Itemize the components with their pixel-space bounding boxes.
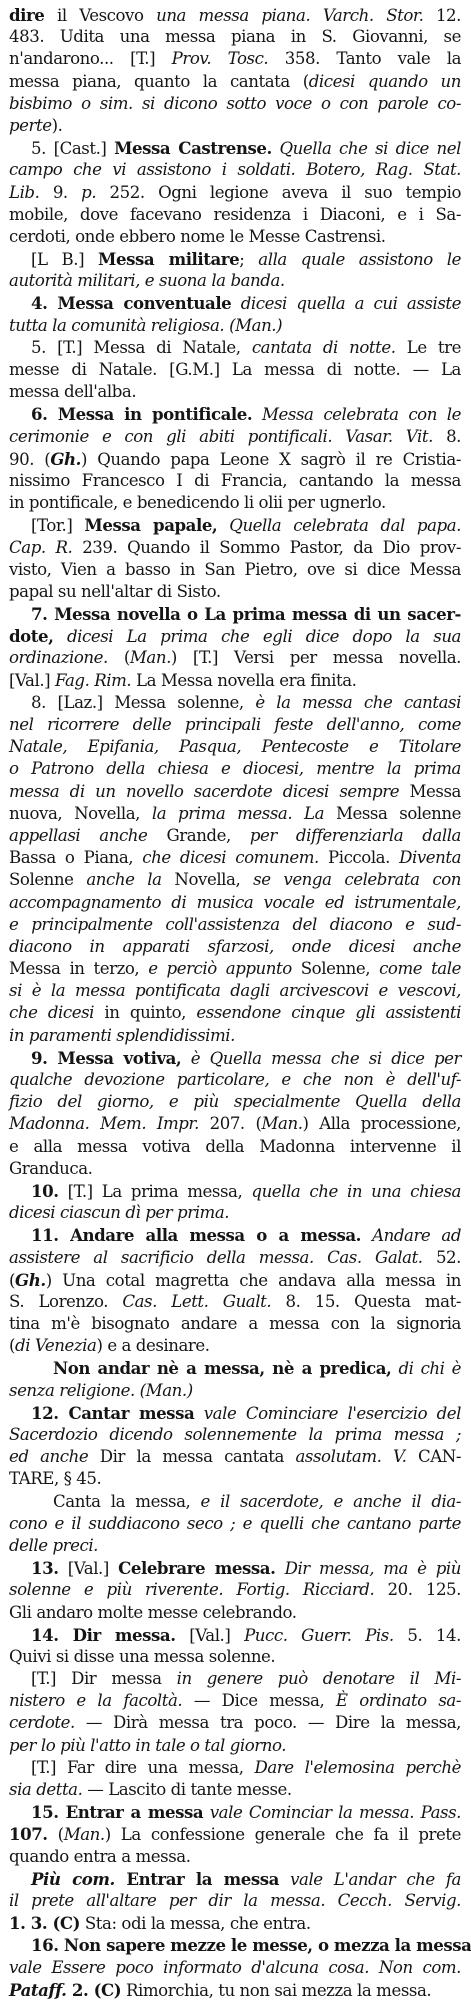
text-line [9, 1579, 461, 1601]
text-run: che dicesi [9, 1003, 95, 1023]
text-run: Canta la messa, [53, 1491, 201, 1511]
text-line [9, 514, 461, 536]
text-line [9, 1136, 461, 1158]
text-line [9, 736, 461, 758]
text-run: La Messa novella era finita. [131, 670, 357, 690]
text-run: [Val.] [58, 1559, 119, 1579]
text-run: ) Una cotal magretta che andava alla messa in [45, 1270, 461, 1290]
text-line [9, 1557, 461, 1579]
text-run: anche la [86, 870, 162, 890]
text-run: e il sacerdote, e anche il dia- [200, 1491, 461, 1511]
text-run: Quella celebrata dal papa. [217, 516, 461, 536]
text-run: Cas. Lett. Gualt. [122, 1291, 272, 1311]
text-line [9, 1002, 461, 1024]
text-run: solenne e più riverente. Fortig. Ricciard. [9, 1580, 375, 1600]
text-run: vale Essere poco informato d'alcuna cosa. Non com. [9, 1957, 461, 1977]
text-line [9, 1313, 461, 1335]
text-line [9, 1823, 461, 1845]
text-run: mobile, dove facevano residenza i Diaconi, e i Sa- [9, 204, 461, 224]
text-run: è la messa che cantasi [255, 692, 461, 712]
text-run: per lo più l'atto in tale o tal giorno. [9, 1735, 287, 1755]
text-line [9, 470, 461, 492]
text-run: 6. Messa in pontificale. [31, 404, 253, 425]
text-run: Bassa o Piana, [9, 848, 143, 868]
text-line [9, 1957, 461, 1979]
text-line [9, 1380, 461, 1402]
text-line [9, 226, 461, 248]
text-run: nistero e la facoltà. [9, 1691, 183, 1711]
text-run: messe di Natale. [G.M.] La messa di notte. — La [9, 360, 461, 379]
text-line [9, 625, 461, 647]
text-run: [T.] La prima messa, [58, 1181, 252, 1201]
text-run: dicesi ciascun dì per prima. [9, 1203, 230, 1223]
text-run: — Dirà messa tra poco. — Dire la messa, [74, 1713, 461, 1733]
text-run: Pucc. Guerr. Pis. [244, 1625, 394, 1645]
text-run: È ordinato sa- [335, 1691, 462, 1711]
text-run: perte [9, 115, 52, 135]
text-run: dote, [9, 626, 54, 647]
text-run: 7. Messa novella o La prima messa di un sacer- [31, 604, 461, 625]
text-run: [Val.] [9, 670, 56, 690]
text-run: bisbimo o sim. si dicono sotto voce o con parole co- [9, 93, 461, 113]
text-run: Prov. Tosc. [171, 49, 269, 69]
text-line [9, 1402, 461, 1424]
text-run: Le tre [395, 337, 461, 357]
text-run: visto, Vien a basso in San Pietro, ove si dice Messa [9, 559, 461, 579]
text-run: campo che vi assistono i soldati. Botero, Rag. Stat. [9, 160, 461, 180]
text-run: 10. [31, 1180, 59, 1201]
text-run: Messa celebrata con le [252, 405, 461, 425]
text-line [9, 1757, 461, 1779]
text-run: 358. Tanto vale la [268, 49, 462, 69]
text-run: Messa [399, 781, 461, 801]
text-run: Quivi si disse una messa solenne. [9, 1646, 276, 1666]
text-run: fizio del giorno, e più specialmente Quella della [9, 1092, 461, 1112]
text-line [9, 182, 461, 204]
text-run: che dicesi comunem. [142, 848, 319, 868]
text-line [9, 292, 461, 314]
text-line [9, 1779, 461, 1801]
text-line [9, 603, 461, 625]
text-run: ) La confessione generale che fa il prete [104, 1825, 461, 1845]
text-run: Man. [261, 1114, 303, 1134]
text-line [9, 1801, 461, 1823]
text-run: p. [81, 182, 97, 202]
text-run: 4. Messa conventuale [31, 293, 232, 314]
text-run: delle preci. [9, 1535, 99, 1555]
text-run: in pontificale, e benedicendo li olii per ugnerlo. [9, 493, 386, 513]
text-run: accompagnamento di musica vocale ed istrumentale, [9, 892, 461, 912]
text-run: diacono in apparati sfarzosi, onde dicesi anche [9, 936, 461, 956]
text-line [9, 159, 461, 181]
text-run: Dare l'elemosina perchè [254, 1757, 461, 1777]
text-run: se venga celebrata con [253, 870, 461, 890]
text-line [9, 448, 461, 470]
text-run: — Lascito di tante messe. [82, 1780, 292, 1799]
text-run: cono e il suddiacono seco ; e quelli che cantano parte [9, 1513, 461, 1533]
text-run: è Quella messa che si dice per [181, 1048, 461, 1068]
text-line [9, 1202, 461, 1224]
text-run: ) Quando papa Leone X sagrò il re Cristia- [80, 449, 462, 469]
text-line [9, 1269, 461, 1291]
text-run: 9. [39, 182, 82, 202]
text-line [9, 758, 461, 780]
text-run: Gh. [15, 1269, 46, 1290]
text-line [9, 1158, 461, 1180]
text-line [9, 1025, 461, 1047]
text-line [9, 337, 461, 359]
text-run: 90. ( [9, 449, 51, 469]
text-run: Messa Castrense. [114, 138, 272, 159]
text-line [9, 1069, 461, 1091]
text-run: ( [9, 1270, 16, 1290]
text-run: messa di un novello sacerdote dicesi sempre [9, 781, 400, 801]
text-run: Solenne [9, 870, 87, 890]
text-line [9, 980, 461, 1002]
text-line [9, 714, 461, 736]
text-line [9, 692, 461, 714]
text-run: 239. Quando il Sommo Pastor, da Dio prov- [72, 537, 461, 557]
text-line [9, 803, 461, 825]
text-run: 8. 15. Questa mat- [271, 1291, 461, 1311]
text-run: ) [T.] Versi per messa novella. [170, 648, 461, 668]
text-run: Più com. [31, 1868, 115, 1889]
text-line [9, 270, 461, 292]
text-run: 13. [31, 1558, 59, 1579]
text-line [9, 670, 461, 692]
text-run: 16. Non sapere mezze le messe, o mezza la messa [31, 1935, 471, 1956]
text-line [9, 1690, 461, 1712]
text-line [9, 825, 461, 847]
text-run: S. Lorenzo. [9, 1291, 123, 1311]
text-line [9, 847, 461, 869]
text-line [9, 559, 461, 581]
text-run: Novella, [161, 870, 254, 890]
text-run: [T.] Far dire una messa, [31, 1757, 255, 1777]
text-line [9, 1113, 461, 1135]
text-run: 12. Cantar messa [31, 1402, 195, 1423]
text-run: di chi è [391, 1359, 462, 1379]
text-line [9, 1602, 461, 1624]
text-line [9, 26, 461, 48]
text-run: in genere può denotare il Mi- [176, 1669, 462, 1689]
text-run: assistere al sacrificio della messa. Cas. Galat. [9, 1247, 423, 1267]
text-line [9, 869, 461, 891]
text-run: Entrar la messa [114, 1868, 279, 1889]
text-run: nissimo Francesco I di Francia, cantando la messa [9, 470, 461, 490]
text-run: 483. Udita una messa piana in S. Giovanni, se [9, 27, 461, 47]
text-run: e alla messa votiva della Madonna intervenne il [9, 1136, 461, 1156]
text-run: ( [107, 648, 130, 668]
text-line [9, 4, 461, 26]
text-line [9, 403, 461, 425]
text-run: sia detta. [9, 1780, 83, 1799]
text-line [9, 137, 461, 159]
text-run: 8. [Laz.] Messa solenne, [31, 692, 256, 712]
text-run: CAN- [406, 1447, 461, 1467]
text-line [9, 914, 461, 936]
text-run: nuova, Novella, [9, 803, 152, 823]
text-line [9, 315, 461, 337]
text-run: Fag. Rim. [55, 670, 132, 690]
text-run: [Val.] [175, 1625, 245, 1645]
text-run: 5. 14. [393, 1625, 461, 1645]
text-line [9, 1291, 461, 1313]
text-line [9, 1491, 461, 1513]
text-line [9, 1624, 461, 1646]
text-line [9, 1335, 461, 1357]
text-line [9, 381, 461, 403]
text-line [9, 1446, 461, 1468]
text-run: 15. Entrar a messa [31, 1802, 204, 1823]
text-line [9, 1735, 461, 1757]
text-run: 20. 125. [374, 1580, 461, 1600]
text-run: 107. [9, 1824, 48, 1845]
text-run: messa piana, quanto la cantata ( [9, 71, 309, 91]
text-run: tina m'è bisognato andare a messa con la signoria [9, 1314, 461, 1334]
text-run: 9. Messa votiva, [31, 1047, 182, 1068]
text-line [9, 581, 461, 603]
text-run: 12. [423, 6, 461, 25]
text-line [9, 1535, 461, 1557]
text-run: essendone cinque gli assistenti [196, 1003, 462, 1023]
text-run: Man. [129, 648, 171, 668]
text-run: [Tor.] [31, 516, 85, 536]
text-run: una messa piana. Varch. Stor. [156, 6, 424, 25]
text-run: 8. [432, 426, 462, 446]
text-line [9, 1934, 471, 1956]
text-run: per differenziarla dalla [249, 825, 461, 845]
text-run: Andare ad [361, 1226, 461, 1246]
text-run: cerdoti, onde ebbero nome le Messe Castrensi. [9, 226, 386, 246]
text-run: Pataff. [9, 1979, 67, 2000]
text-run: vale Cominciar la messa. Pass. [203, 1803, 461, 1823]
text-run: ) e a desinare. [96, 1336, 210, 1356]
text-run: ( [9, 1336, 16, 1356]
text-line [9, 93, 461, 115]
text-run: Sacerdozio dicendo solennemente la prima messa ; [9, 1425, 461, 1444]
text-run: ed anche [9, 1447, 89, 1467]
text-run: dicesi La prima che egli dice dopo la sua [53, 627, 461, 647]
text-run: Gli andaro molte messe celebrando. [9, 1602, 297, 1622]
text-line [9, 1646, 461, 1668]
text-line [9, 647, 461, 669]
text-run: Quella che si dice nel [271, 139, 462, 159]
text-run: Messa papale, [84, 515, 218, 536]
text-run: Piccola. [318, 848, 400, 868]
text-run: tutta la comunità religiosa. (Man.) [9, 315, 283, 335]
text-run: 5. [T.] Messa di Natale, [31, 337, 252, 357]
text-run: ordinazione. [9, 648, 108, 668]
text-run: cerdote. [9, 1713, 75, 1733]
text-line [9, 537, 461, 559]
text-run: — Dice messa, [182, 1691, 336, 1711]
text-line [9, 781, 461, 803]
text-run: come tale [379, 959, 461, 979]
text-line [9, 1513, 461, 1535]
text-run: 11. Andare alla messa o a messa. [31, 1225, 361, 1246]
text-run: ) Alla processione, [302, 1114, 462, 1134]
text-run: cerimonie e con gli abiti pontificali. Vasar. Vit. [9, 426, 433, 446]
text-run: 1. 3. (C) [9, 1913, 81, 1934]
text-line [9, 71, 461, 93]
text-run: Cap. R. [9, 537, 73, 557]
text-run: messa dell'alba. [9, 382, 137, 402]
text-line [9, 115, 461, 137]
text-run: Dir messa, ma è più [275, 1559, 461, 1579]
text-run: Granduca. [9, 1158, 93, 1178]
text-run: 14. Dir messa. [31, 1624, 176, 1645]
text-run: Diventa [399, 848, 462, 868]
text-run: 52. [422, 1247, 461, 1267]
text-run: Celebrare messa. [118, 1558, 276, 1579]
text-run: Gh. [50, 448, 81, 469]
text-run: vale L'andar che fa [278, 1869, 462, 1889]
text-run: Non andar nè a messa, nè a predica, [53, 1358, 392, 1379]
text-run: dire [9, 5, 45, 25]
text-run: quella che in una chiesa [251, 1181, 462, 1201]
text-line [9, 1846, 461, 1868]
text-line [9, 1468, 461, 1490]
text-line [9, 48, 461, 70]
text-run: Man. [63, 1825, 105, 1845]
text-run: Dir la messa cantata [88, 1447, 296, 1467]
text-run: senza religione. (Man.) [9, 1380, 193, 1400]
text-run: 207. ( [198, 1114, 262, 1134]
text-run: qualche devozione particolare, e che non è dell'uf- [9, 1070, 461, 1089]
text-run: Solenne, [291, 959, 380, 979]
text-run: Messa in terzo, [9, 959, 149, 979]
text-run: in paramenti splendidissimi. [9, 1025, 235, 1045]
text-run: TARE, § 45. [9, 1469, 102, 1489]
text-run: 2. (C) [66, 1979, 122, 2000]
text-line [9, 1668, 461, 1690]
text-line [9, 1912, 461, 1934]
text-run: si è la messa pontificata dagli arcivescovi e vescovi, [9, 981, 461, 1001]
text-line [9, 892, 461, 914]
text-line [9, 1868, 461, 1890]
text-line [9, 1890, 461, 1912]
text-run: autorità militari, e suona la banda. [9, 271, 285, 291]
text-run: appellasi anche [9, 825, 148, 845]
text-run: 5. [Cast.] [31, 139, 115, 159]
text-line [9, 936, 461, 958]
text-line [9, 426, 461, 448]
text-run: il Vescovo [44, 6, 157, 25]
text-run: e principalmente coll'assistenza del diacono e sud- [9, 914, 461, 934]
text-line [9, 1180, 461, 1202]
text-line [9, 1091, 461, 1113]
text-run: quando entra a messa. [9, 1846, 191, 1866]
text-run: nel ricorrere delle principali feste dell'anno, come [9, 715, 461, 734]
text-line [9, 204, 461, 226]
text-run: ( [47, 1825, 64, 1845]
text-line [9, 492, 461, 514]
text-run: Rimorchia, tu non sai mezza la messa. [121, 1980, 432, 2000]
text-line [9, 1424, 461, 1446]
text-line [9, 958, 461, 980]
text-run: Lib. [9, 182, 40, 202]
text-run: in quinto, [94, 1003, 197, 1023]
text-run: di Venezia [15, 1336, 97, 1356]
text-run: cantata di notte. [251, 337, 396, 357]
text-run: Grande, [147, 825, 250, 845]
text-run: Madonna. Mem. Impr. [9, 1114, 199, 1134]
text-run: il prete all'altare per dir la messa. Cecch. Servig. [9, 1890, 461, 1910]
text-run: n'andarono... [T.] [9, 49, 172, 69]
text-run: dicesi quando un [308, 71, 461, 91]
text-run: alla quale assistono le [258, 250, 461, 270]
text-run: dicesi quella a cui assiste [231, 294, 461, 314]
text-run: assolutam. V. [295, 1447, 407, 1467]
text-line [9, 1357, 461, 1379]
text-line [9, 1047, 461, 1069]
text-run: e perciò appunto [148, 959, 292, 979]
text-run: papal su nell'altar di Sisto. [9, 581, 221, 601]
text-line [9, 248, 461, 270]
text-run: Natale, Epifania, Pasqua, Pentecoste e Titolare [9, 737, 461, 757]
text-line [9, 1247, 461, 1269]
text-run: Messa solenne [324, 803, 461, 823]
text-line [9, 1712, 461, 1734]
text-line [9, 1979, 461, 2001]
text-run: Sta: odi la messa, che entra. [80, 1914, 311, 1934]
text-run: la prima messa. La [151, 803, 325, 823]
text-run: Messa militare [98, 249, 240, 270]
text-run: [T.] Dir messa [31, 1669, 177, 1689]
text-run: ). [51, 115, 63, 135]
text-line [9, 1224, 461, 1246]
text-run: ; [239, 250, 259, 270]
text-line [9, 359, 461, 381]
text-run: o Patrono della chiesa e diocesi, mentre la prima [9, 759, 461, 779]
text-run: 252. Ogni legione aveva il suo tempio [96, 182, 461, 202]
text-run: vale Cominciare l'esercizio del [194, 1403, 461, 1423]
text-run: [L B.] [31, 250, 99, 270]
